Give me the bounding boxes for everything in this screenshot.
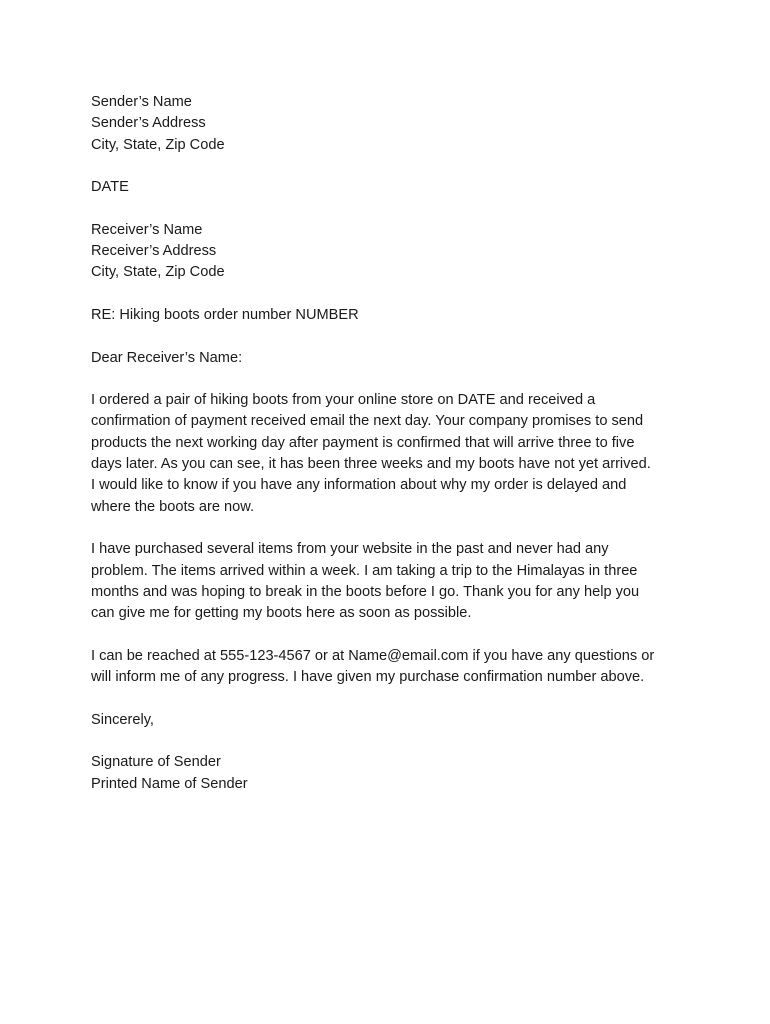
- paragraph-line: I can be reached at 555-123-4567 or at Name@email.com if you have any questions or: [91, 647, 655, 664]
- receiver-city-state-zip: City, State, Zip Code: [91, 264, 225, 281]
- paragraph-line: can give me for getting my boots here as soon as possible.: [91, 605, 472, 622]
- letter-body: [91, 92, 691, 816]
- signature-block: [91, 752, 691, 795]
- body-paragraph-2: [91, 539, 691, 624]
- closing: Sincerely,: [91, 711, 154, 728]
- paragraph-line: problem. The items arrived within a week. I am taking a trip to the Himalayas in three: [91, 562, 638, 579]
- letter-date: DATE: [91, 179, 129, 196]
- salutation: Dear Receiver’s Name:: [91, 349, 243, 366]
- paragraph-line: will inform me of any progress. I have given my purchase confirmation number above.: [91, 669, 645, 686]
- receiver-address: Receiver’s Address: [91, 243, 217, 260]
- paragraph-line: I ordered a pair of hiking boots from your online store on DATE and received a: [91, 392, 596, 409]
- date-block: [91, 177, 691, 198]
- paragraph-line: I would like to know if you have any information about why my order is delayed and: [91, 477, 627, 494]
- receiver-name: Receiver’s Name: [91, 221, 203, 238]
- sender-city-state-zip: City, State, Zip Code: [91, 136, 225, 153]
- receiver-block: [91, 220, 691, 284]
- salutation-block: [91, 348, 691, 369]
- paragraph-line: products the next working day after payment is confirmed that will arrive three to five: [91, 434, 635, 451]
- subject-line: RE: Hiking boots order number NUMBER: [91, 306, 359, 323]
- subject-block: [91, 305, 691, 326]
- paragraph-line: confirmation of payment received email the next day. Your company promises to send: [91, 413, 644, 430]
- sender-name: Sender’s Name: [91, 94, 192, 110]
- paragraph-line: days later. As you can see, it has been three weeks and my boots have not yet arrived.: [91, 456, 651, 473]
- sender-block: [91, 92, 691, 156]
- paragraph-line: I have purchased several items from your website in the past and never had any: [91, 541, 609, 558]
- body-paragraph-1: [91, 390, 691, 518]
- paragraph-line: months and was hoping to break in the boots before I go. Thank you for any help you: [91, 583, 640, 600]
- printed-name: Printed Name of Sender: [91, 775, 248, 792]
- paragraph-line: where the boots are now.: [91, 498, 255, 515]
- sender-address: Sender’s Address: [91, 115, 206, 132]
- body-paragraph-3: [91, 646, 691, 689]
- closing-block: [91, 710, 691, 731]
- signature: Signature of Sender: [91, 754, 221, 771]
